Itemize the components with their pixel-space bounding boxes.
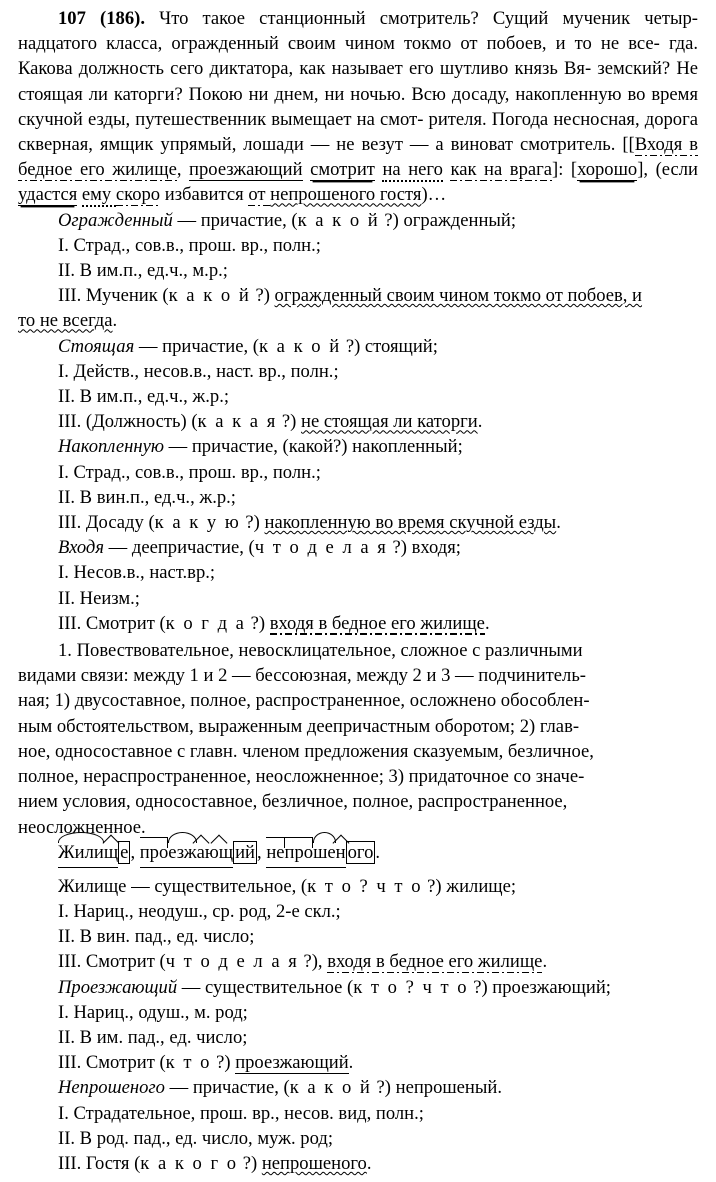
analysis-question: к а к о й xyxy=(259,335,342,357)
analysis-roman3-prefix: III. Досаду ( xyxy=(58,512,155,534)
morpheme-separator: . xyxy=(375,841,381,863)
analysis-roman3-end: . xyxy=(366,1152,372,1174)
analysis-item-roman-3 xyxy=(18,611,698,636)
analysis-roman3-question: к а к у ю xyxy=(154,512,241,534)
analysis-item-roman-3 xyxy=(18,409,698,434)
analysis-roman3-end: . xyxy=(484,612,490,634)
suffix-marker: щ xyxy=(104,840,118,865)
syntax-line: нием условия, односоставное, безличное, полное, распространенное, xyxy=(18,791,568,813)
analysis-roman3-attribute-a: огражденный своим чином токмо от побоев, и xyxy=(274,285,643,307)
analysis-headword-line xyxy=(18,975,698,1000)
analysis-roman3-prefix: III. (Должность) ( xyxy=(58,411,198,433)
exercise-number: 107 (186). xyxy=(58,8,145,29)
analysis-roman3-mid: ?) xyxy=(211,1052,236,1074)
analysis-roman3-prefix: III. Гостя ( xyxy=(58,1152,141,1174)
root-marker: ше xyxy=(313,840,336,865)
marked-predicate-3: удастся xyxy=(18,184,78,206)
analysis-item-roman-3 xyxy=(18,949,698,974)
marked-predicate-2: хорошо xyxy=(577,159,638,181)
root-marker: Жили xyxy=(58,840,104,865)
analysis-item-roman-1: I. Страд., сов.в., прош. вр., полн.; xyxy=(58,234,321,256)
marked-predicate: смотрит xyxy=(310,159,375,181)
analysis-roman3-question: к о г д а xyxy=(165,612,246,634)
marked-adverbial-phrase: Входя в бедное его жилище xyxy=(18,134,698,181)
morpheme-word-neproshenogo xyxy=(266,840,345,868)
analysis-question-tail: ?) непрошеный. xyxy=(371,1077,502,1099)
analysis-roman3-question: к т о xyxy=(165,1052,212,1074)
analysis-roman3-prefix: III. Мученик ( xyxy=(58,285,169,307)
syntax-line: ная; 1) двусоставное, полное, распространенное, осложнено обособлен- xyxy=(18,690,590,712)
syntax-line: ным обстоятельством, выраженным деепричастным оборотом; 2) глав- xyxy=(18,715,580,737)
prefix-marker-2: про xyxy=(285,840,314,865)
morpheme-word-proezzhayushchiy xyxy=(140,840,233,868)
syntax-line: видами связи: между 1 и 2 — бессоюзная, между 2 и 3 — подчинитель- xyxy=(18,665,586,687)
analysis-roman3-adverbial: входя в бедное его жилище xyxy=(327,951,543,973)
analysis-roman3-attribute-b: то не всегда xyxy=(18,310,113,332)
analysis-kind: деепричастие, ( xyxy=(131,537,255,559)
analysis-dash: — xyxy=(126,875,155,897)
bracket-open-outer: [ xyxy=(622,134,629,156)
marked-ellipsis: )… xyxy=(421,184,447,206)
analysis-item-roman-1: I. Нариц., неодуш., ср. род, 2-е скл.; xyxy=(58,900,341,922)
analysis-item-roman-1: I. Нариц., одуш., м. род; xyxy=(58,1001,248,1023)
suffix-marker: а xyxy=(197,840,205,865)
analysis-question: к а к о й xyxy=(297,209,380,231)
analysis-roman3-end: . xyxy=(542,951,548,973)
marked-comma-1: , xyxy=(176,159,190,181)
analysis-item-roman-2: II. В им.п., ед.ч., м.р.; xyxy=(58,260,228,282)
analysis-item-roman-3 xyxy=(18,510,698,535)
analysis-item-roman-2: II. В им. пад., ед. число; xyxy=(58,1026,248,1048)
prefix-marker: не xyxy=(266,840,284,865)
morpheme-separator: , xyxy=(257,841,267,863)
marked-tail-prefix: от xyxy=(248,184,271,206)
analysis-roman3-prefix: III. Смотрит ( xyxy=(58,951,166,973)
analysis-roman3-question: к а к а я xyxy=(197,411,278,433)
syntax-line: ное, односоставное с главн. членом предложения сказуемым, безличное, xyxy=(18,740,594,762)
analysis-roman3-mid: ?) xyxy=(238,1152,262,1174)
analysis-roman3-subject: проезжающий xyxy=(235,1052,349,1074)
analysis-question: к а к о й xyxy=(289,1077,372,1099)
analysis-item-roman-3 xyxy=(18,1050,698,1075)
analysis-roman3-question: к а к о й xyxy=(168,285,251,307)
analysis-question-tail: ?) огражденный; xyxy=(379,209,517,231)
analysis-headword-line xyxy=(18,208,698,233)
analysis-item-roman-2: II. В вин. пад., ед. число; xyxy=(58,926,255,948)
analysis-item-roman-1: I. Действ., несов.в., наст. вр., полн.; xyxy=(58,360,339,382)
analysis-kind: существительное ( xyxy=(205,976,354,998)
marked-subject: проезжающий xyxy=(189,159,303,181)
morpheme-separator: , xyxy=(130,841,140,863)
analysis-kind: причастие, ( xyxy=(192,1077,290,1099)
marked-attribute-tail: непрошеного гостя xyxy=(270,184,422,206)
analysis-roman3-mid: ?) xyxy=(245,612,270,634)
analysis-headword: Накопленную xyxy=(58,436,164,458)
syntax-analysis-paragraph xyxy=(18,638,698,840)
analysis-headword: Стоящая xyxy=(58,335,135,357)
analysis-headword-line xyxy=(18,434,698,459)
marked-tail-1: избавится xyxy=(160,184,244,206)
analysis-roman3-adverbial: входя в бедное его жилище xyxy=(269,612,485,634)
analysis-item-roman-3 xyxy=(18,283,698,333)
bracket-close-1: ]: [ xyxy=(552,159,578,181)
ending-box: ого xyxy=(347,841,374,863)
analysis-item-roman-1: I. Несов.в., наст.вр.; xyxy=(58,562,216,584)
analysis-roman3-mid: ?) xyxy=(240,512,265,534)
morphemic-analysis-line xyxy=(18,840,698,874)
marked-adverbial-2: как на врага xyxy=(450,159,552,181)
analysis-roman3-mid: ?), xyxy=(298,951,328,973)
analysis-roman3-attribute-a: накопленную во время скучной езды xyxy=(264,512,557,534)
analysis-item-roman-1: I. Страд., сов.в., прош. вр., полн.; xyxy=(58,461,321,483)
analysis-kind: существительное, ( xyxy=(154,875,308,897)
analysis-question: к т о ? ч т о xyxy=(353,976,469,998)
marked-object: на него xyxy=(382,159,443,181)
analysis-question-tail: ?) входя; xyxy=(387,537,461,559)
analysis-question: к т о ? ч т о xyxy=(307,875,423,897)
suffix-marker-2: ющ xyxy=(205,840,233,865)
ending-box: ий xyxy=(235,841,256,863)
analysis-headword: Непрошеного xyxy=(58,1077,165,1099)
analysis-roman3-attribute: непрошеного xyxy=(261,1152,367,1174)
analysis-roman3-end: . xyxy=(556,512,561,534)
marked-adverbial-3: скоро xyxy=(115,184,161,206)
analysis-item-roman-2: II. Неизм.; xyxy=(58,587,140,609)
analysis-dash: — xyxy=(164,1077,193,1099)
analysis-roman3-question: ч т о д е л а я xyxy=(165,951,299,973)
analysis-roman3-prefix: III. Смотрит ( xyxy=(58,1052,166,1074)
analysis-roman3-end: . xyxy=(348,1052,354,1074)
analysis-headword-line xyxy=(18,535,698,560)
syntax-line: полное, нераспространенное, неосложненное; 3) придаточное со значе- xyxy=(18,766,585,788)
suffix-marker: н xyxy=(336,840,346,865)
marked-object-2: ему xyxy=(81,184,116,206)
analysis-headword-line xyxy=(18,1075,698,1100)
analysis-headword: Входя xyxy=(58,537,104,559)
analysis-headword-line xyxy=(18,874,698,899)
analysis-item-roman-2: II. В вин.п., ед.ч., ж.р.; xyxy=(58,486,236,508)
ending-box: е xyxy=(120,841,129,863)
analysis-question-tail: ?) проезжающий; xyxy=(468,976,611,998)
analysis-roman3-end: . xyxy=(112,310,118,332)
syntax-line: неосложненное. xyxy=(18,816,146,838)
analysis-item-roman-2: II. В им.п., ед.ч., ж.р.; xyxy=(58,386,230,408)
bracket-close-2: ], (если xyxy=(637,159,698,181)
analysis-headword-line xyxy=(18,334,698,359)
analysis-dash: — xyxy=(163,436,192,458)
analysis-roman3-prefix: III. Смотрит ( xyxy=(58,612,166,634)
analysis-item-roman-2: II. В род. пад., ед. число, муж. род; xyxy=(58,1127,333,1149)
analysis-kind: причастие, ( xyxy=(200,209,298,231)
root-marker: езж xyxy=(168,840,196,865)
analysis-item-roman-3 xyxy=(18,1151,698,1176)
analysis-roman3-mid: ?) xyxy=(277,411,302,433)
analysis-dash: — xyxy=(104,537,132,559)
analysis-roman3-attribute-a: не стоящая ли каторги xyxy=(301,411,478,433)
analysis-kind: причастие, (какой?) накопленный; xyxy=(191,436,463,458)
prefix-marker: про xyxy=(140,840,169,865)
analysis-headword: Огражденный xyxy=(58,209,173,231)
analysis-dash: — xyxy=(134,335,163,357)
page-content xyxy=(18,6,698,1176)
exercise-body-text: Что такое станционный смотритель? Сущий мученик четыр- надцатого класса, огражденный своим чином токмо от побоев, и то не все- гда. Какова должность сего диктатора, как называет его шутливо князь Вя- земский? Не стоящая ли каторги? Покою ни днем, ни ночью. Всю досаду, накопленную во время скучной езды, путешественник вымещает на смот- рителя. Погода несносная, дорога скверная, ямщик упрямый, лошади — не везут — а виноват смотритель. xyxy=(18,8,699,156)
exercise-paragraph xyxy=(18,6,698,208)
analysis-roman3-question: к а к о г о xyxy=(140,1152,239,1174)
syntax-line: 1. Повествовательное, невосклицательное, сложное с различными xyxy=(58,640,583,662)
analysis-headword: Жилище xyxy=(58,875,127,897)
analysis-dash: — xyxy=(172,209,201,231)
analysis-question: ч т о д е л а я xyxy=(254,537,388,559)
analysis-roman3-mid: ?) xyxy=(250,285,275,307)
morpheme-word-zhilishche xyxy=(58,840,118,868)
analysis-kind: причастие, ( xyxy=(162,335,259,357)
analysis-dash: — xyxy=(177,976,206,998)
analysis-question-tail: ?) жилище; xyxy=(422,875,517,897)
analysis-headword: Проезжающий xyxy=(58,976,178,998)
bracket-open-inner: [ xyxy=(628,134,635,156)
analysis-roman3-end: . xyxy=(477,411,483,433)
analysis-item-roman-1: I. Страдательное, прош. вр., несов. вид, полн.; xyxy=(58,1102,424,1124)
analysis-question-tail: ?) стоящий; xyxy=(341,335,438,357)
